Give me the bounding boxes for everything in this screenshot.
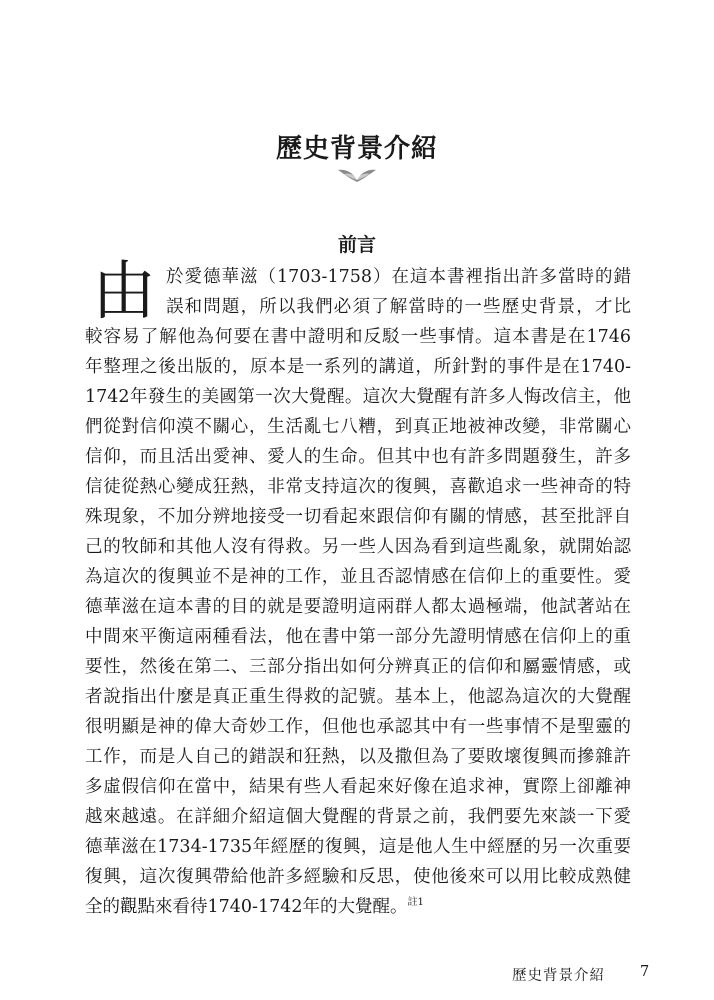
body-line: 要性，然後在第二、三部分指出如何分辨真正的信仰和屬靈情感，或 xyxy=(85,657,631,677)
body-line: 為這次的復興並不是神的工作，並且否認情感在信仰上的重要性。愛 xyxy=(85,567,631,587)
body-line: 信徒從熱心變成狂熱，非常支持這次的復興，喜歡追求一些神奇的特 xyxy=(85,477,631,497)
page-number: 7 xyxy=(640,964,650,980)
body-line: 越來越遠。在詳細介紹這個大覺醒的背景之前，我們要先來談一下愛 xyxy=(85,807,631,827)
body-line: 德華滋在這本書的目的就是要證明這兩群人都太過極端，他試著站在 xyxy=(85,597,631,617)
body-line: 復興，這次復興帶給他許多經驗和反思，使他後來可以用比較成熟健 xyxy=(85,867,631,887)
body-line: 年整理之後出版的，原本是一系列的講道，所針對的事件是在1740- xyxy=(85,357,631,377)
body-line: 多虛假信仰在當中，結果有些人看起來好像在追求神，實際上卻離神 xyxy=(85,777,631,797)
body-line: 德華滋在1734-1735年經歷的復興，這是他人生中經歷的另一次重要 xyxy=(85,837,631,857)
body-line: 誤和問題，所以我們必須了解當時的一些歷史背景，才比 xyxy=(166,297,631,317)
body-line: 者說指出什麼是真正重生得救的記號。基本上，他認為這次的大覺醒 xyxy=(85,687,631,707)
body-line: 中間來平衡這兩種看法，他在書中第一部分先證明情感在信仰上的重 xyxy=(85,627,631,647)
footnote-marker[interactable]: 註1 xyxy=(407,897,424,909)
body-line: 工作，而是人自己的錯誤和狂熱，以及撒但為了要敗壞復興而摻雜許 xyxy=(85,747,631,767)
page-title: 歷史背景介紹 xyxy=(275,134,438,164)
body-line: 1742年發生的美國第一次大覺醒。這次大覺醒有許多人悔改信主，他 xyxy=(85,387,631,407)
running-footer-title: 歷史背景介紹 xyxy=(512,968,605,984)
body-line: 信仰，而且活出愛神、愛人的生命。但其中也有許多問題發生，許多 xyxy=(85,447,631,467)
body-line: 於愛德華滋（1703-1758）在這本書裡指出許多當時的錯 xyxy=(166,267,631,287)
body-line-text: 全的觀點來看待1740-1742年的大覺醒。 xyxy=(85,897,408,917)
body-line-last xyxy=(85,892,631,922)
section-title: 前言 xyxy=(337,234,376,256)
body-line: 們從對信仰漠不關心，生活亂七八糟，到真正地被神改變，非常關心 xyxy=(85,417,631,437)
body-line: 較容易了解他為何要在書中證明和反駁一些事情。這本書是在1746 xyxy=(85,327,631,347)
body-line: 己的牧師和其他人沒有得救。另一些人因為看到這些亂象，就開始認 xyxy=(85,537,631,557)
drop-cap: 由 xyxy=(92,255,156,329)
body-line: 殊現象，不加分辨地接受一切看起來跟信仰有關的情感，甚至批評自 xyxy=(85,507,631,527)
wing-ornament-icon xyxy=(337,166,377,184)
body-line: 很明顯是神的偉大奇妙工作，但他也承認其中有一些事情不是聖靈的 xyxy=(85,717,631,737)
